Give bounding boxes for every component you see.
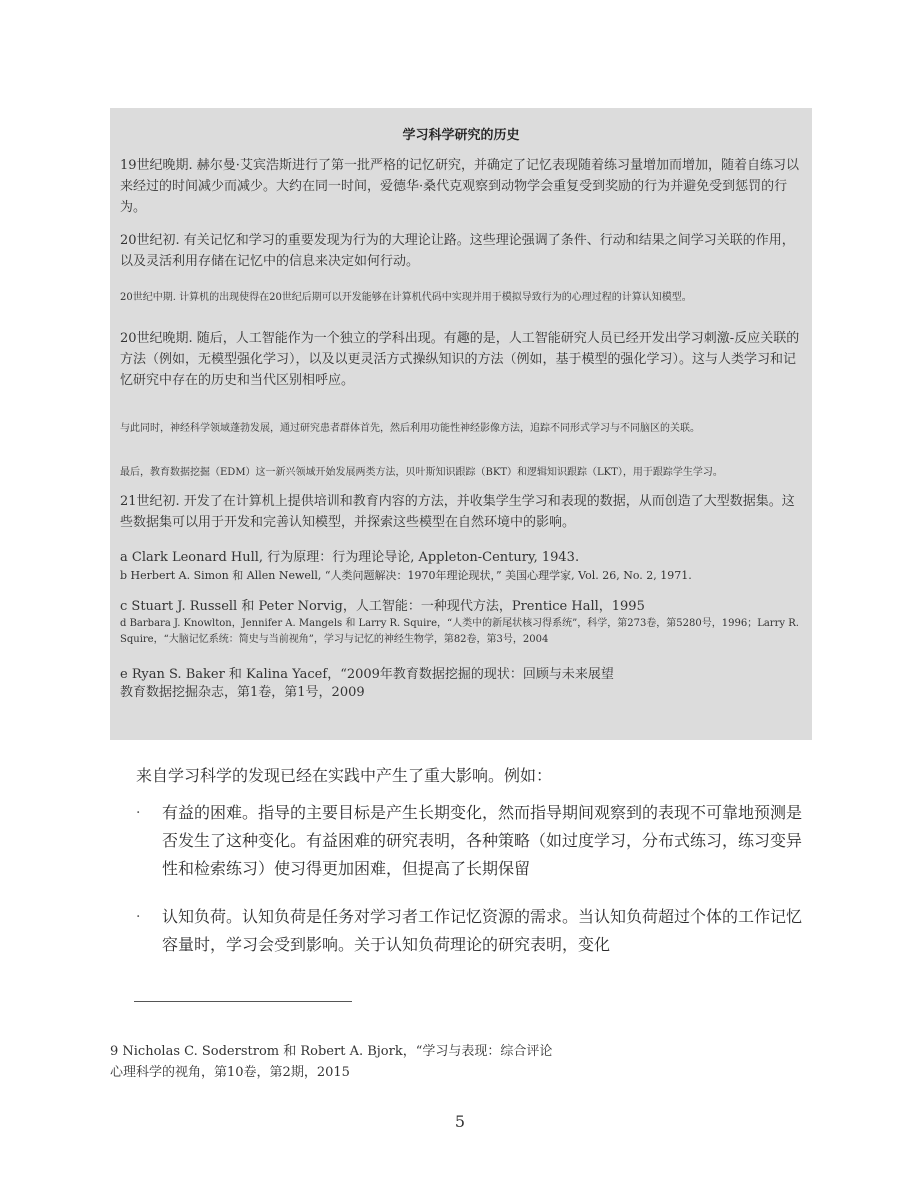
body-intro: 来自学习科学的发现已经在实践中产生了重大影响。例如：	[136, 766, 553, 785]
reference-d: d Barbara J. Knowlton，Jennifer A. Mangels 和 Larry R. Squire，“人类中的新尾状核习得系统”，科学，第273卷，第5280号，1996；Larry R. Squire，“大脑记忆系统：简史与当前视角”，学习与记忆的神经生物学，第82卷，第3号，2004	[120, 618, 799, 645]
footnote-9	[110, 1041, 750, 1083]
sidebar-title: 学习科学研究的历史	[402, 128, 520, 143]
bullet-marker: ·	[136, 805, 141, 821]
paragraph-early-20th-century: 20世纪初. 有关记忆和学习的重要发现为行为的大理论让路。这些理论强调了条件、行动和结果之间学习关联的作用，以及灵活利用存储在记忆中的信息来决定如何行动。	[120, 233, 795, 269]
paragraph-late-20th-century: 20世纪晚期. 随后，人工智能作为一个独立的学科出现。有趣的是，人工智能研究人员已经开发出学习刺激-反应关联的方法（例如，无模型强化学习），以及以更灵活方式操纵知识的方法（例如，基于模型的强化学习）。这与人类学习和记忆研究中存在的历史和当代区别相呼应。	[120, 331, 800, 388]
reference-a: a Clark Leonard Hull, 行为原理：行为理论导论, Appleton-Century, 1943.	[120, 550, 580, 565]
bullet-marker: ·	[136, 909, 141, 925]
paragraph-late-19th-century: 19世纪晚期. 赫尔曼·艾宾浩斯进行了第一批严格的记忆研究，并确定了记忆表现随着练习量增加而增加，随着自练习以来经过的时间减少而减少。大约在同一时间，爱德华·桑代克观察到动物学会重复受到奖励的行为并避免受到惩罚的行为。	[120, 158, 799, 215]
footnote-divider	[134, 1001, 352, 1002]
history-sidebar-box	[110, 108, 812, 740]
page-number: 5	[454, 1112, 466, 1131]
paragraph-early-21st-century: 21世纪初. 开发了在计算机上提供培训和教育内容的方法，并收集学生学习和表现的数据，从而创造了大型数据集。这些数据集可以用于开发和完善认知模型，并探索这些模型在自然环境中的影响。	[120, 494, 795, 530]
footnote-line-2: 心理科学的视角，第10卷，第2期，2015	[110, 1065, 350, 1080]
paragraph-mid-20th-century: 20世纪中期. 计算机的出现使得在20世纪后期可以开发能够在计算机代码中实现并用于模拟导致行为的心理过程的计算认知模型。	[120, 292, 692, 303]
footnote-line-1: 9 Nicholas C. Soderstrom 和 Robert A. Bjork，“学习与表现：综合评论	[110, 1044, 553, 1059]
reference-b: b Herbert A. Simon 和 Allen Newell, “人类问题解决：1970年理论现状，” 美国心理学家, Vol. 26, No. 2, 1971.	[120, 569, 692, 582]
bullet-desirable-difficulties	[136, 799, 808, 883]
reference-e-journal: 教育数据挖掘杂志，第1卷，第1号，2009	[120, 685, 365, 700]
paragraph-neuroscience: 与此同时，神经科学领域蓬勃发展，通过研究患者群体首先，然后利用功能性神经影像方法，追踪不同形式学习与不同脑区的关联。	[120, 423, 700, 434]
reference-c: c Stuart J. Russell 和 Peter Norvig，人工智能：一种现代方法，Prentice Hall，1995	[120, 599, 645, 614]
bullet-text: 认知负荷。认知负荷是任务对学习者工作记忆资源的需求。当认知负荷超过个体的工作记忆容量时，学习会受到影响。关于认知负荷理论的研究表明，变化	[162, 907, 803, 954]
bullet-cognitive-load	[136, 903, 808, 959]
bullet-text: 有益的困难。指导的主要目标是产生长期变化，然而指导期间观察到的表现不可靠地预测是否发生了这种变化。有益困难的研究表明，各种策略（如过度学习，分布式练习，练习变异性和检索练习）使习得更加困难，但提高了长期保留	[162, 803, 803, 878]
paragraph-edm: 最后，教育数据挖掘（EDM）这一新兴领域开始发展两类方法，贝叶斯知识跟踪（BKT）和逻辑知识跟踪（LKT），用于跟踪学生学习。	[120, 467, 723, 478]
reference-e: e Ryan S. Baker 和 Kalina Yacef，“2009年教育数据挖掘的现状：回顾与未来展望	[120, 667, 614, 682]
